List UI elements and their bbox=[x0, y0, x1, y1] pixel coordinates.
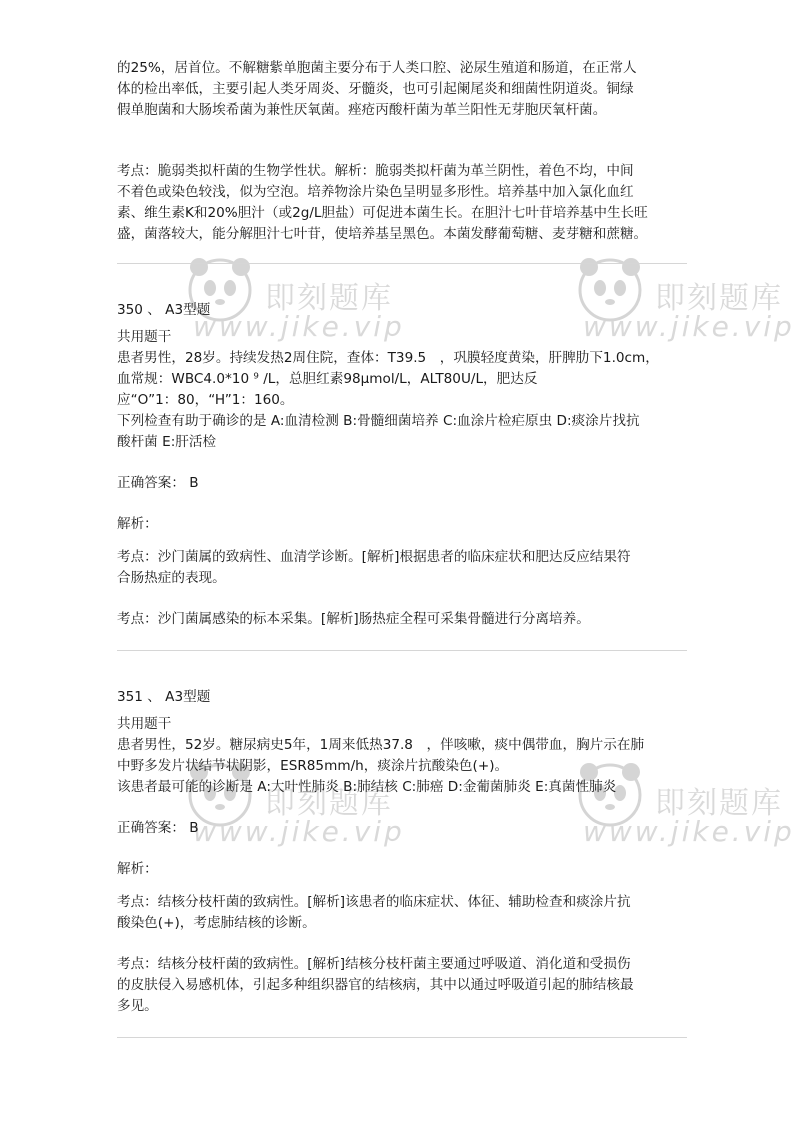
text-line: 共用题干 bbox=[117, 716, 172, 732]
text-line: 考点：脆弱类拟杆菌的生物学性状。解析：脆弱类拟杆菌为革兰阴性，着色不均，中间 bbox=[117, 163, 634, 179]
document-body bbox=[117, 58, 687, 1038]
watermark-title: 即刻题库 bbox=[265, 786, 393, 821]
watermark-url: www.jike.vip bbox=[193, 310, 405, 343]
text-line: 盛，菌落较大，能分解胆汁七叶苷，使培养基呈黑色。本菌发酵葡萄糖、麦芽糖和蔗糖。 bbox=[117, 226, 648, 242]
question-350 bbox=[117, 300, 687, 630]
watermark-url: www.jike.vip bbox=[193, 815, 405, 848]
watermark-url: www.jike.vip bbox=[583, 310, 795, 343]
question-header: 351 、 A3型题 bbox=[117, 689, 211, 705]
text-line: 应“O”1：80，“H”1：160。 bbox=[117, 392, 294, 408]
text-line: 的皮肤侵入易感机体，引起多种组织器官的结核病，其中以通过呼吸道引起的肺结核最 bbox=[117, 977, 634, 993]
text-line: 血常规：WBC4.0*10 ⁹ /L，总胆红素98μmol/L，ALT80U/L，肥达反 bbox=[117, 371, 538, 387]
text-line: 素、维生素K和20%胆汁（或2g/L胆盐）可促进本菌生长。在胆汁七叶苷培养基中生长旺 bbox=[117, 205, 648, 221]
watermark-title: 即刻题库 bbox=[655, 281, 783, 316]
intro-analysis bbox=[117, 161, 687, 245]
watermark-url: www.jike.vip bbox=[583, 815, 795, 848]
text-line: 的25%，居首位。不解糖紫单胞菌主要分布于人类口腔、泌尿生殖道和肠道，在正常人 bbox=[117, 60, 637, 76]
text-line: 患者男性，52岁。糖尿病史5年，1周来低热37.8 ，伴咳嗽，痰中偶带血，胸片示在肺 bbox=[117, 737, 645, 753]
watermark-title: 即刻题库 bbox=[265, 281, 393, 316]
text-line: 中野多发片状结节状阴影，ESR85mm/h，痰涂片抗酸染色(+)。 bbox=[117, 758, 509, 774]
text-line: 体的检出率低，主要引起人类牙周炎、牙髓炎，也可引起阑尾炎和细菌性阴道炎。铜绿 bbox=[117, 81, 634, 97]
text-line: 不着色或染色较浅，似为空泡。培养物涂片染色呈明显多形性。培养基中加入氯化血红 bbox=[117, 184, 634, 200]
text-line: 酸染色(+)，考虑肺结核的诊断。 bbox=[117, 915, 316, 931]
text-line: 酸杆菌 E:肝活检 bbox=[117, 434, 217, 450]
question-351 bbox=[117, 687, 687, 1017]
text-line: 该患者最可能的诊断是 A:大叶性肺炎 B:肺结核 C:肺癌 D:金葡菌肺炎 E:真菌性肺炎 bbox=[117, 779, 617, 795]
text-line: 考点：结核分枝杆菌的致病性。[解析]该患者的临床症状、体征、辅助检查和痰涂片抗 bbox=[117, 894, 631, 910]
correct-answer: 正确答案： B bbox=[117, 475, 199, 491]
analysis-label: 解析： bbox=[117, 861, 158, 877]
text-line: 患者男性，28岁。持续发热2周住院，查体：T39.5 ，巩膜轻度黄染，肝脾肋下1.0cm， bbox=[117, 350, 659, 366]
text-line: 共用题干 bbox=[117, 329, 172, 345]
correct-answer: 正确答案： B bbox=[117, 820, 199, 836]
text-line: 下列检查有助于确诊的是 A:血清检测 B:骨髓细菌培养 C:血涂片检疟原虫 D:痰涂片找抗 bbox=[117, 413, 640, 429]
watermark-title: 即刻题库 bbox=[655, 786, 783, 821]
text-line: 假单胞菌和大肠埃希菌为兼性厌氧菌。痤疮丙酸杆菌为革兰阳性无芽胞厌氧杆菌。 bbox=[117, 102, 607, 118]
text-line: 考点：沙门菌属感染的标本采集。[解析]肠热症全程可采集骨髓进行分离培养。 bbox=[117, 611, 590, 627]
question-header: 350 、 A3型题 bbox=[117, 302, 211, 318]
text-line: 多见。 bbox=[117, 998, 158, 1014]
text-line: 考点：沙门菌属的致病性、血清学诊断。[解析]根据患者的临床症状和肥达反应结果符 bbox=[117, 549, 631, 565]
divider bbox=[117, 1037, 687, 1038]
intro-paragraph bbox=[117, 58, 687, 121]
text-line: 考点：结核分枝杆菌的致病性。[解析]结核分枝杆菌主要通过呼吸道、消化道和受损伤 bbox=[117, 956, 631, 972]
analysis-label: 解析： bbox=[117, 516, 158, 532]
text-line: 合肠热症的表现。 bbox=[117, 570, 226, 586]
